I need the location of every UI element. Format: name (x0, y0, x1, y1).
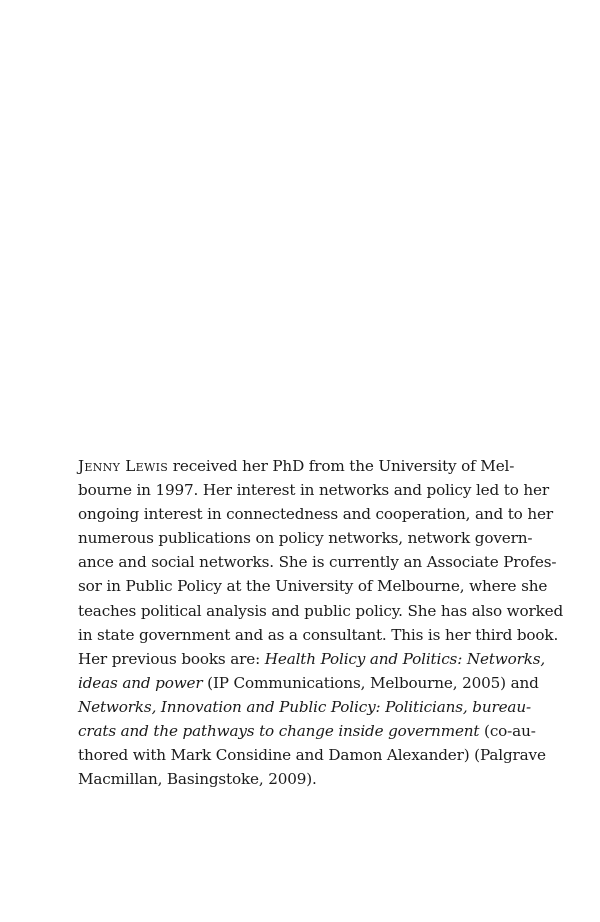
bio-line-5: ance and social networks. She is currently an Associate Profes- (78, 553, 557, 572)
book-title-2: Networks, Innovation and Public Policy: Politicians, bureau- (78, 697, 531, 716)
bio-line-6: sor in Public Policy at the University of Melbourne, where she (78, 577, 548, 596)
previous-books-intro: Her previous books are: (78, 649, 265, 668)
bio-line-8: in state government and as a consultant. This is her third book. (78, 625, 559, 644)
bio-line-14: Macmillan, Basingstoke, 2009). (78, 770, 317, 789)
bio-line-12 (78, 719, 536, 743)
bio-line-1 (78, 454, 515, 478)
book-1-publisher: (IP Communications, Melbourne, 2005) and (202, 673, 539, 692)
book-title-1-cont: ideas and power (78, 673, 203, 692)
book-title-1: Health Policy and Politics: Networks, (264, 649, 546, 668)
book-2-coauthors: (co-au- (479, 722, 536, 741)
book-title-2-cont: crats and the pathways to change inside government (78, 722, 480, 741)
bio-text: received her PhD from the University of Mel- (168, 457, 515, 475)
bio-line-4: numerous publications on policy networks, network govern- (78, 529, 533, 548)
author-name: Jenny Lewis (78, 457, 169, 475)
author-biography (78, 454, 564, 791)
bio-line-7: teaches political analysis and public policy. She has also worked (78, 601, 564, 620)
bio-line-13: thored with Mark Considine and Damon Alexander) (Palgrave (78, 746, 546, 765)
bio-line-9 (78, 647, 546, 671)
bio-line-2: bourne in 1997. Her interest in networks and policy led to her (78, 481, 549, 500)
bio-line-10 (78, 671, 539, 695)
bio-line-3: ongoing interest in connectedness and cooperation, and to her (78, 505, 553, 524)
bio-line-11 (78, 695, 531, 719)
